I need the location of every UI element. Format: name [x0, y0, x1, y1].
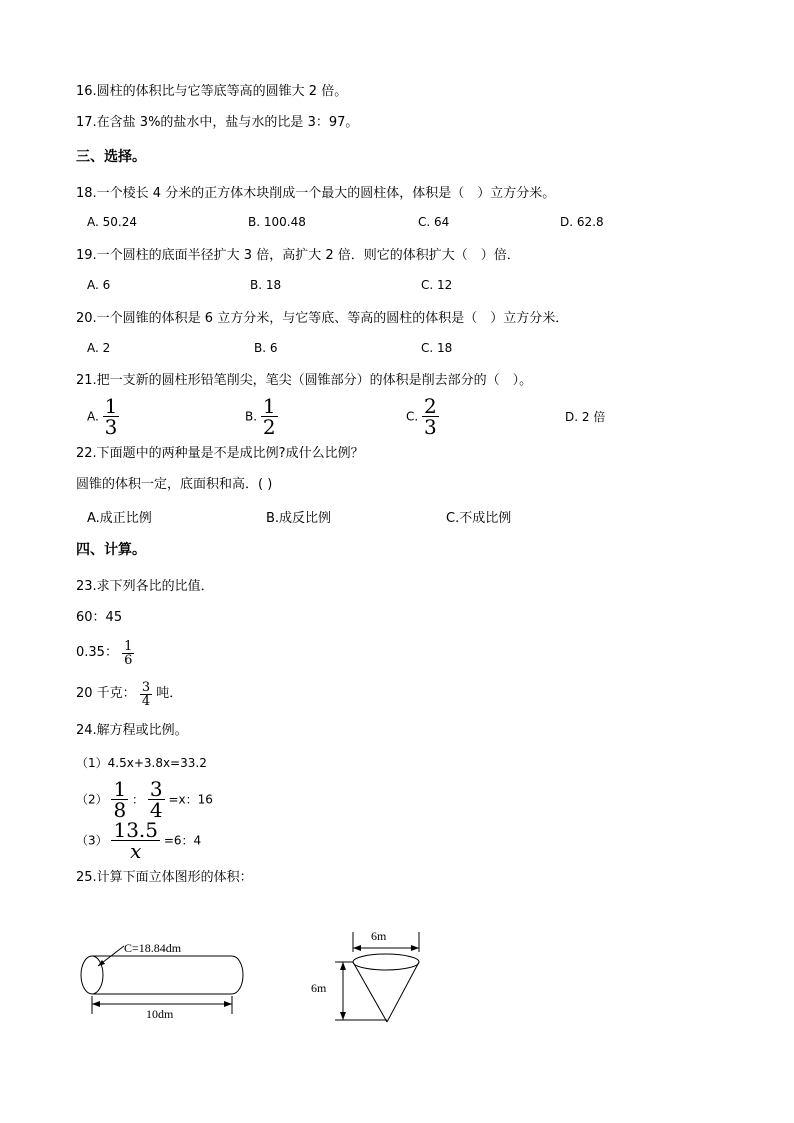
fraction-three-quarters: [140, 681, 152, 708]
numerator: 1: [104, 394, 118, 418]
fraction-one-sixth: [122, 640, 134, 667]
option-b[interactable]: [245, 396, 278, 437]
equation-1: （1）4.5x+3.8x=33.2: [76, 756, 207, 770]
equation-2-suffix: =x：16: [168, 792, 213, 807]
question-21-options: [0, 396, 794, 438]
equation-3-prefix: （3）: [76, 833, 108, 848]
question-21: 21.把一支新的圆柱形铅笔削尖，笔尖（圆锥部分）的体积是削去部分的（ ）。: [76, 373, 533, 388]
fraction-one-eighth: [111, 779, 128, 820]
cone-figure: [305, 922, 435, 1028]
denominator: 3: [424, 415, 437, 439]
question-23: 23.求下列各比的比值．: [76, 579, 214, 594]
option-c[interactable]: C. 18: [421, 341, 453, 355]
numerator: 13.5: [113, 818, 158, 842]
section-heading-choice: 三、选择。: [76, 149, 146, 165]
option-a[interactable]: A. 6: [87, 278, 111, 292]
fraction-two-thirds: [422, 396, 439, 437]
option-a[interactable]: A. 50.24: [87, 215, 137, 229]
question-18-options: [0, 215, 794, 235]
circumference-label: C=18.84dm: [124, 941, 182, 955]
denominator: 8: [113, 798, 127, 822]
option-b[interactable]: B.成反比例: [266, 511, 332, 526]
height-label: 6m: [311, 981, 327, 995]
section-heading-calculation: 四、计算。: [76, 542, 146, 558]
option-b[interactable]: B. 6: [254, 341, 278, 355]
denominator: 3: [104, 415, 118, 439]
ratio-item-3-suffix: 吨．: [156, 686, 183, 701]
question-24: 24.解方程或比例。: [76, 723, 188, 738]
question-16: 16.圆柱的体积比与它等底等高的圆锥大 2 倍。: [76, 84, 348, 99]
denominator: 4: [141, 693, 151, 709]
ratio-item-2-prefix: 0.35：: [76, 645, 118, 660]
question-19: 19.一个圆柱的底面半径扩大 3 倍，高扩大 2 倍．则它的体积扩大（ ）倍．: [76, 248, 520, 263]
option-a[interactable]: A.成正比例: [87, 511, 152, 526]
question-25: 25.计算下面立体图形的体积：: [76, 870, 253, 885]
ratio-colon: ：: [132, 792, 145, 807]
question-19-options: [0, 278, 794, 298]
option-d[interactable]: D. 62.8: [560, 215, 604, 229]
option-c[interactable]: [406, 396, 439, 437]
option-c[interactable]: C. 64: [418, 215, 450, 229]
equation-3-suffix: =6：4: [163, 833, 202, 848]
option-a-label: A.: [87, 409, 99, 424]
option-b[interactable]: B. 18: [250, 278, 282, 292]
option-c[interactable]: C.不成比例: [446, 511, 512, 526]
question-22-options: [0, 507, 794, 527]
numerator: 1: [262, 394, 276, 418]
equation-2: [76, 778, 213, 821]
numerator: 1: [113, 777, 127, 801]
fraction-three-quarters: [148, 779, 165, 820]
numerator: 3: [141, 679, 151, 695]
question-22-statement: 圆锥的体积一定，底面积和高．( ): [76, 477, 273, 492]
denominator: 6: [124, 652, 133, 668]
option-a[interactable]: [87, 396, 119, 437]
option-b[interactable]: B. 100.48: [248, 215, 306, 229]
numerator: 1: [124, 638, 133, 654]
denominator: 2: [262, 415, 276, 439]
ratio-item-2: [76, 636, 134, 671]
numerator: 2: [424, 394, 437, 418]
question-22: 22.下面题中的两种量是不是成比例?成什么比例？: [76, 446, 364, 461]
denominator: 4: [149, 798, 163, 822]
option-a[interactable]: A. 2: [87, 341, 111, 355]
length-label: 10dm: [146, 1007, 174, 1021]
fraction-one-half: [261, 396, 278, 437]
question-20: 20.一个圆锥的体积是 6 立方分米，与它等底、等高的圆柱的体积是（ ）立方分米．: [76, 311, 569, 326]
ratio-item-1: 60：45: [76, 610, 123, 625]
fraction-13-5-over-x: [111, 820, 160, 861]
question-18: 18.一个棱长 4 分米的正方体木块削成一个最大的圆柱体，体积是（ ）立方分米。: [76, 186, 556, 201]
diameter-label: 6m: [371, 929, 387, 943]
cylinder-figure: [74, 934, 250, 1024]
fraction-one-third: [103, 396, 120, 437]
question-20-options: [0, 341, 794, 361]
option-b-label: B.: [245, 409, 258, 424]
equation-2-prefix: （2）: [76, 792, 108, 807]
option-c-label: C.: [406, 409, 419, 424]
denominator: x: [111, 840, 160, 861]
numerator: 3: [149, 777, 163, 801]
option-d[interactable]: D. 2 倍: [565, 410, 606, 424]
ratio-item-3-prefix: 20 千克：: [76, 686, 136, 701]
option-c[interactable]: C. 12: [421, 278, 453, 292]
equation-3: [76, 820, 201, 861]
question-17: 17.在含盐 3%的盐水中，盐与水的比是 3：97。: [76, 115, 359, 130]
ratio-item-3: [76, 677, 182, 712]
